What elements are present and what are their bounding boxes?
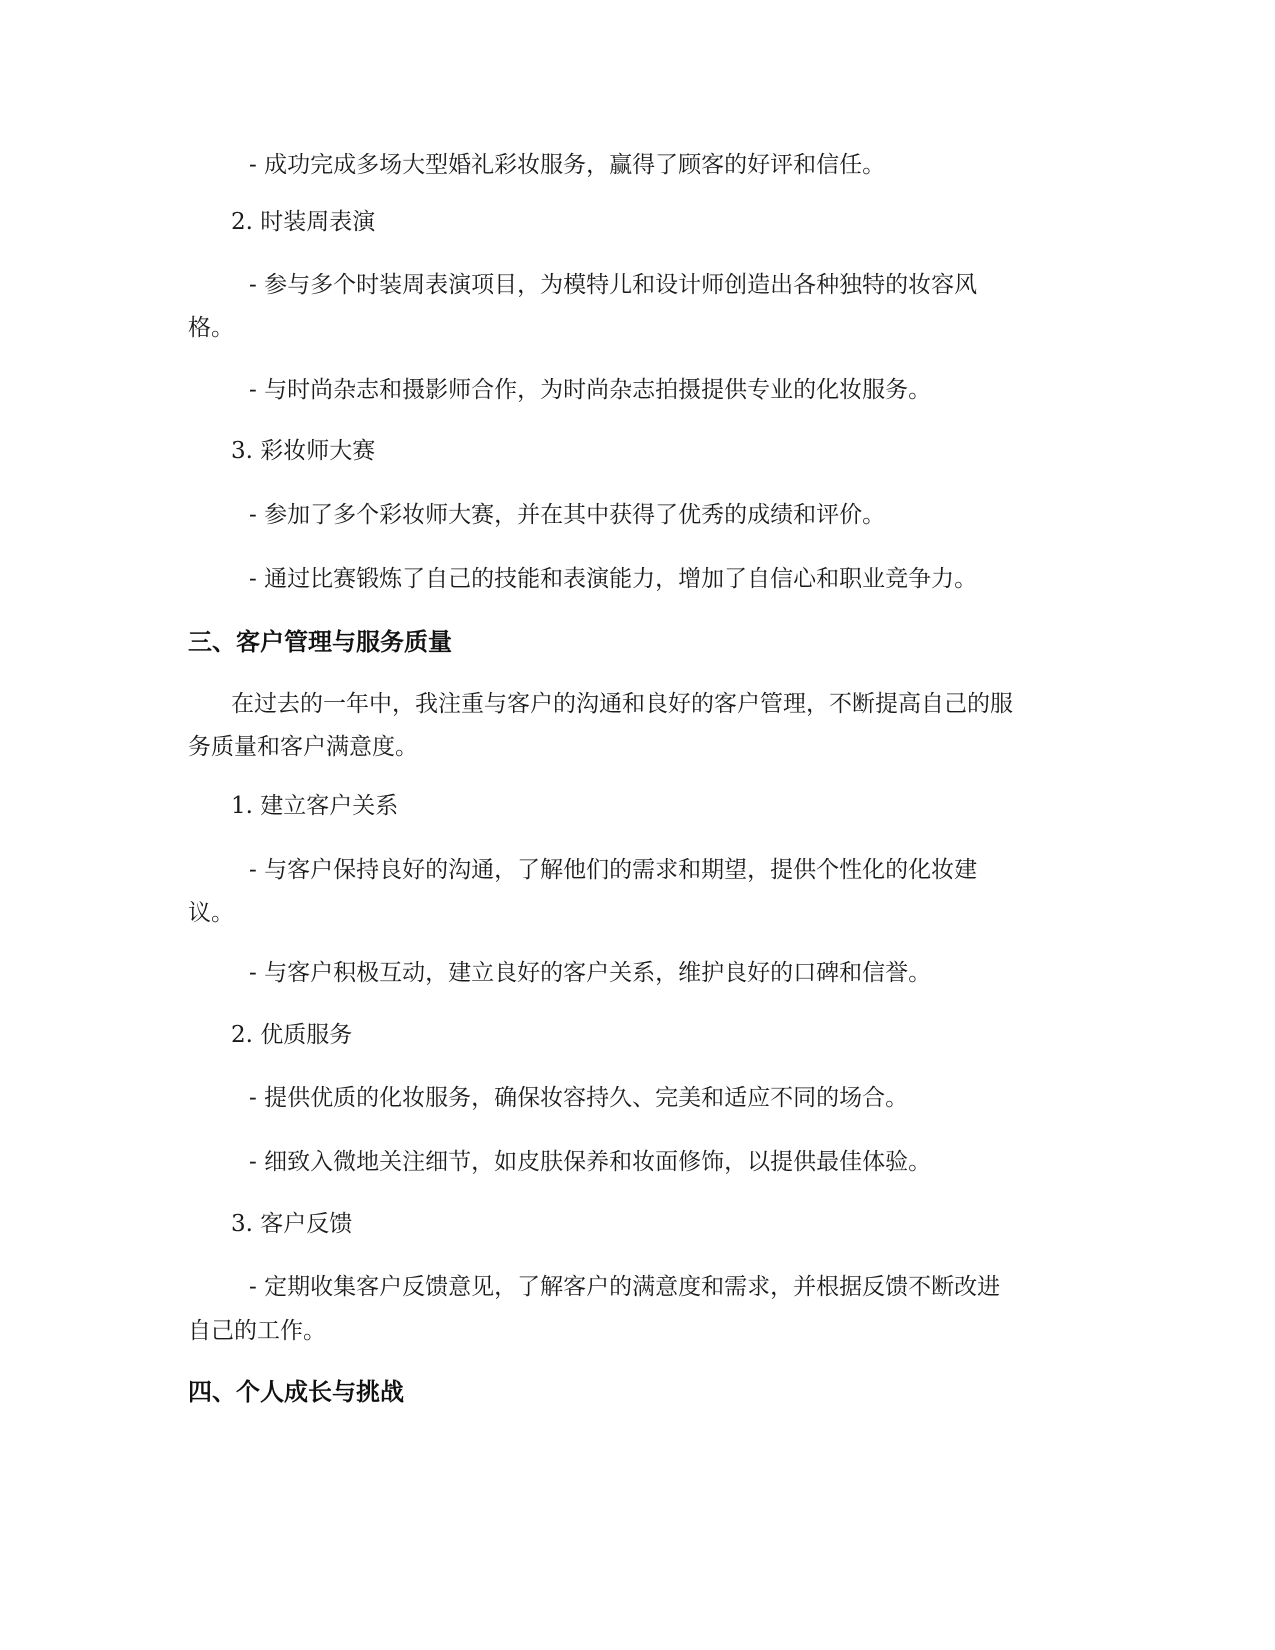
bullet-line-continuation: 自己的工作。 [188,1318,326,1344]
bullet-line: - 成功完成多场大型婚礼彩妆服务，赢得了顾客的好评和信任。 [249,152,886,178]
bullet-line: - 与时尚杂志和摄影师合作，为时尚杂志拍摄提供专业的化妆服务。 [249,377,932,403]
bullet-line: - 提供优质的化妆服务，确保妆容持久、完美和适应不同的场合。 [249,1085,909,1111]
numbered-item: 1. 建立客户关系 [231,793,399,819]
bullet-line: - 与客户保持良好的沟通，了解他们的需求和期望，提供个性化的化妆建 [249,857,978,883]
numbered-item: 2. 优质服务 [231,1022,353,1048]
section-heading: 四、个人成长与挑战 [188,1378,404,1406]
numbered-item: 3. 彩妆师大赛 [231,438,376,464]
numbered-item: 2. 时装周表演 [231,209,376,235]
bullet-line: - 参加了多个彩妆师大赛，并在其中获得了优秀的成绩和评价。 [249,502,886,528]
bullet-line: - 与客户积极互动，建立良好的客户关系，维护良好的口碑和信誉。 [249,960,932,986]
bullet-line: - 通过比赛锻炼了自己的技能和表演能力，增加了自信心和职业竞争力。 [249,566,978,592]
bullet-line: - 细致入微地关注细节，如皮肤保养和妆面修饰，以提供最佳体验。 [249,1149,932,1175]
paragraph-line: 在过去的一年中，我注重与客户的沟通和良好的客户管理，不断提高自己的服 [231,691,1013,717]
bullet-line: - 参与多个时装周表演项目，为模特儿和设计师创造出各种独特的妆容风 [249,272,978,298]
section-heading: 三、客户管理与服务质量 [188,628,452,656]
bullet-line: - 定期收集客户反馈意见，了解客户的满意度和需求，并根据反馈不断改进 [249,1274,1001,1300]
paragraph-line-continuation: 务质量和客户满意度。 [188,734,418,760]
numbered-item: 3. 客户反馈 [231,1211,353,1237]
bullet-line-continuation: 议。 [188,900,234,926]
bullet-line-continuation: 格。 [188,315,234,341]
